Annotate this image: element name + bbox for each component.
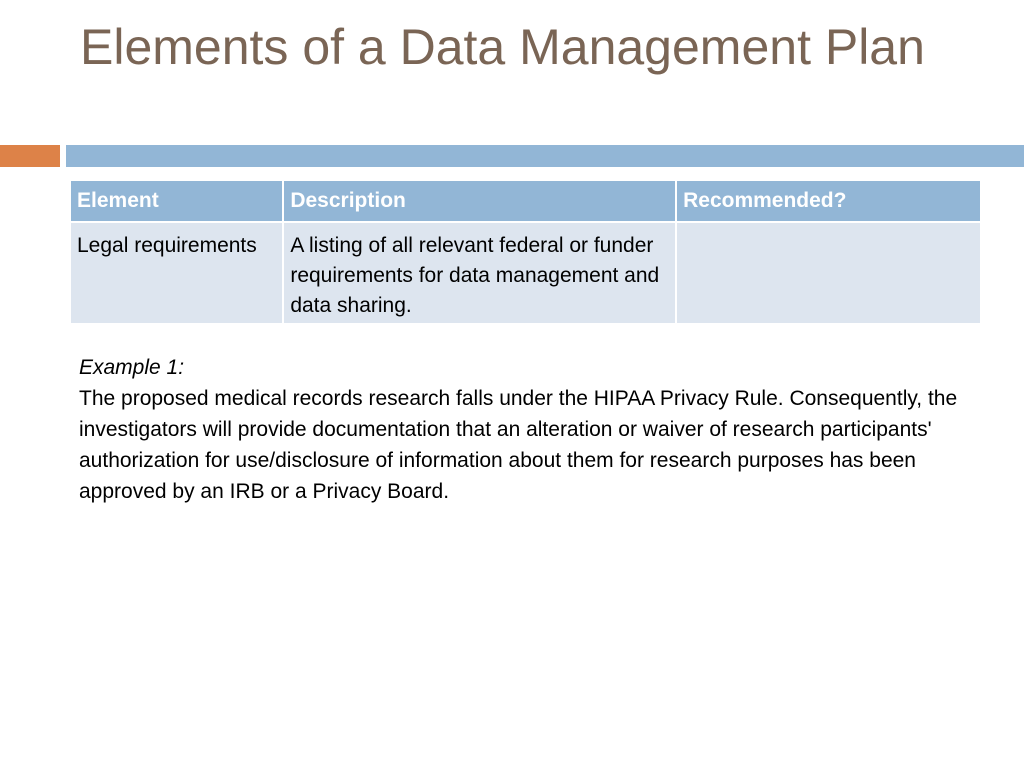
element-table xyxy=(69,179,982,325)
accent-bar-orange xyxy=(0,145,60,167)
table-header-row xyxy=(70,180,981,222)
example-block xyxy=(79,352,989,507)
header-description: Description xyxy=(283,180,676,222)
slide-title: Elements of a Data Management Plan xyxy=(80,19,925,75)
accent-bar-blue xyxy=(66,145,1024,167)
example-body: The proposed medical records research falls under the HIPAA Privacy Rule. Consequently, the investigators will provide documentation that an alteration or waiver of research participants' authorization for use/disclosure of information about them for research purposes has been approved by an IRB or a Privacy Board. xyxy=(79,387,958,503)
example-heading: Example 1: xyxy=(79,356,185,379)
cell-recommended xyxy=(676,222,981,324)
cell-element: Legal requirements xyxy=(70,222,283,324)
header-recommended: Recommended? xyxy=(676,180,981,222)
cell-description: A listing of all relevant federal or funder requirements for data management and data sharing. xyxy=(283,222,676,324)
header-element: Element xyxy=(70,180,283,222)
table-row xyxy=(70,222,981,324)
